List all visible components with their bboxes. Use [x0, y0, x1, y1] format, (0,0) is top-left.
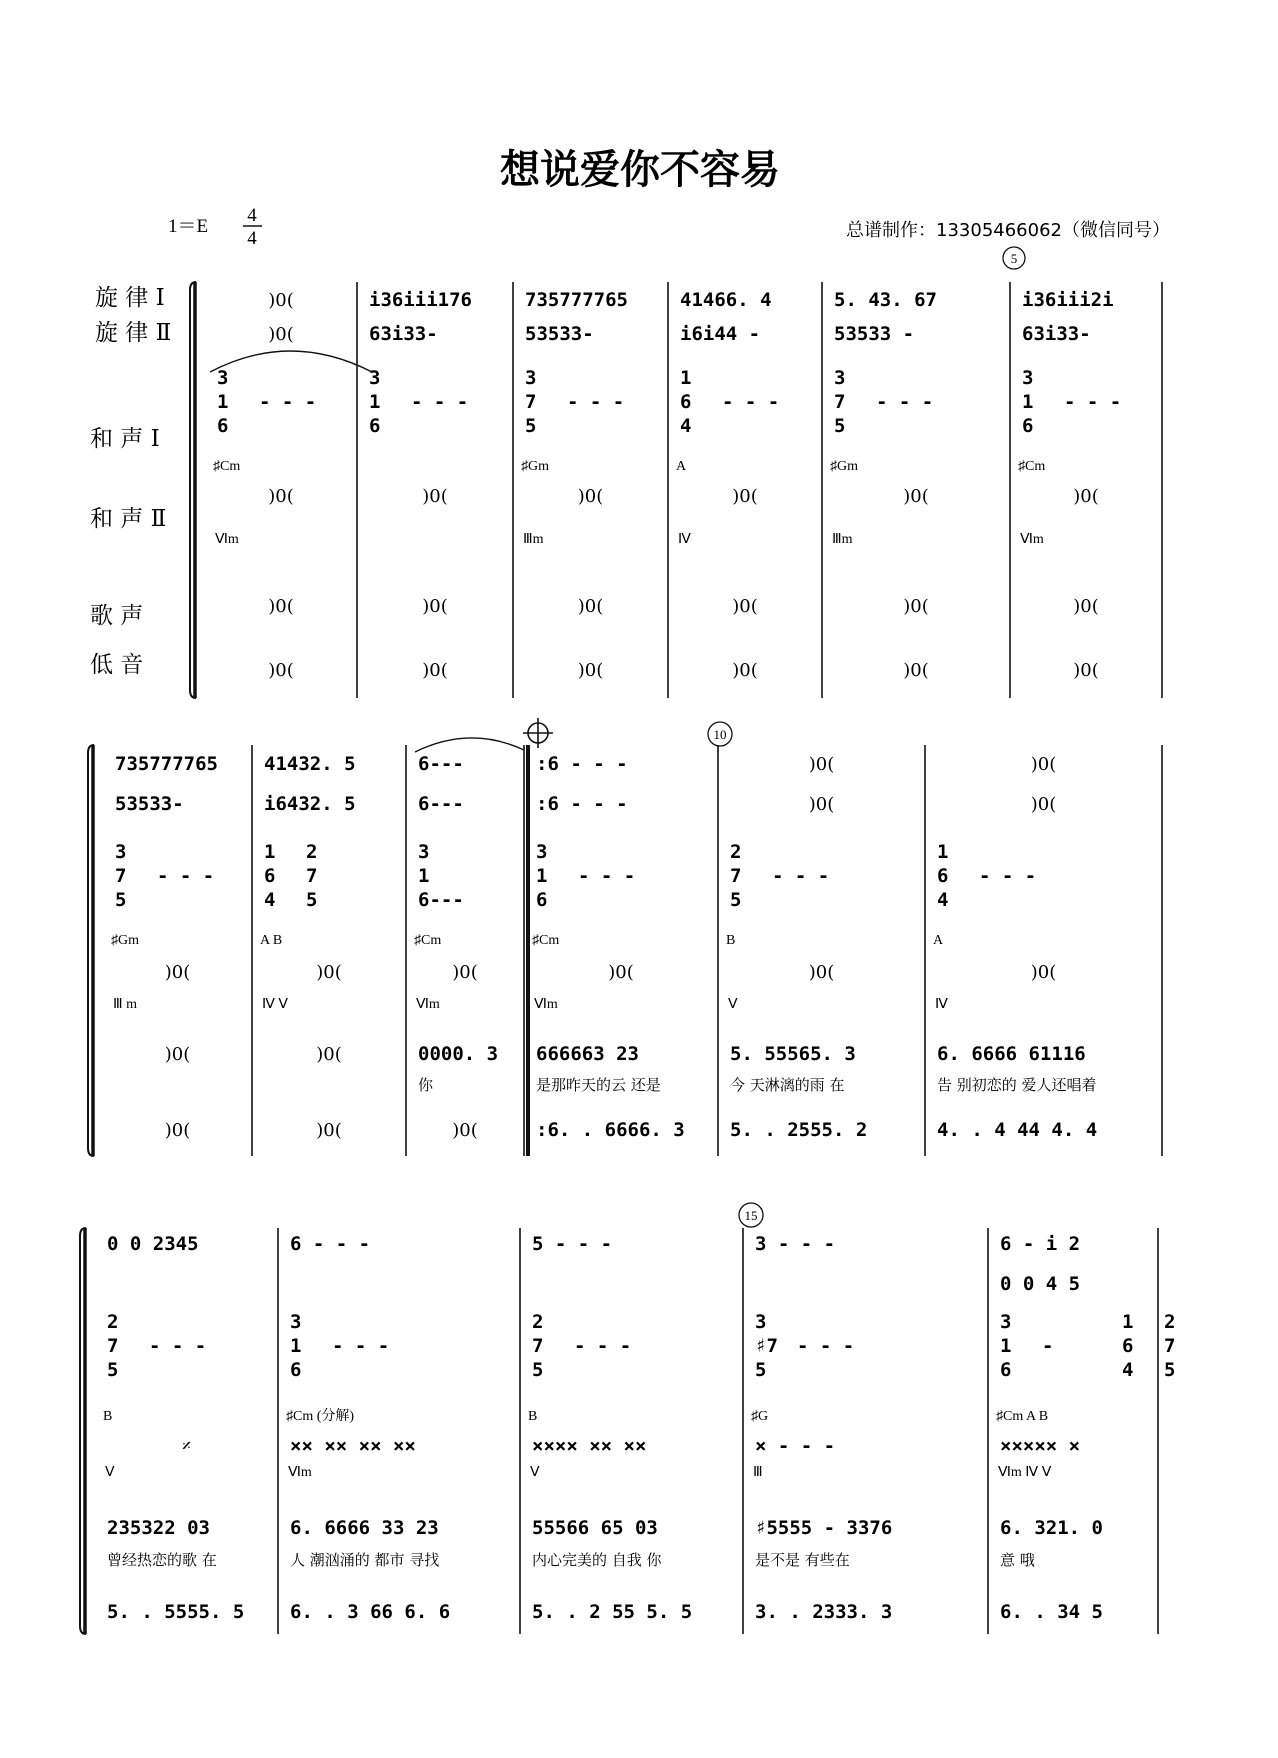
lyrics-line: 告 别初恋的 爱人还唱着 — [937, 1076, 1097, 1094]
rest-symbol: )0( — [316, 1120, 342, 1141]
chord-name: B — [528, 1409, 538, 1424]
key-signature: 1＝E — [168, 216, 209, 237]
chord-note: 2 — [532, 1311, 544, 1333]
rest-symbol: )0( — [268, 596, 294, 617]
chord-note: 3 — [115, 841, 127, 863]
part-label-harmony-1: 和 声 Ⅰ — [90, 426, 160, 452]
chord-note: 5 — [834, 415, 846, 437]
rest-symbol: )0( — [1073, 660, 1099, 681]
score-credit: 总谱制作：13305466062（微信同号） — [846, 220, 1170, 241]
chord-note: 5 — [525, 415, 537, 437]
chord-note: 4 — [264, 889, 276, 911]
sustain-dashes: - - - — [722, 391, 780, 413]
chord-note: 7 — [532, 1335, 544, 1357]
percussion-pattern: ×××× ×× ×× — [532, 1435, 647, 1457]
harmony-1-chord — [264, 841, 275, 911]
sustain-dashes: - - - — [149, 1335, 207, 1357]
chord-note: 6 — [217, 415, 229, 437]
melody-1-notes: 41466. 4 — [680, 289, 772, 311]
harmony-1-chord — [418, 841, 464, 911]
rest-symbol: )0( — [268, 324, 294, 345]
vocal-notes: 6. 6666 61116 — [937, 1043, 1086, 1065]
time-signature-numerator: 4 — [247, 205, 257, 226]
svg-text:15: 15 — [744, 1208, 758, 1223]
lyrics-line: 内心完美的 自我 你 — [532, 1551, 662, 1569]
melody-2-notes: i6i44 - — [680, 323, 761, 345]
rest-symbol: )0( — [268, 486, 294, 507]
sustain-dashes: - - - — [772, 865, 830, 887]
chord-note: 4 — [680, 415, 692, 437]
chord-note: 6 — [1022, 415, 1034, 437]
repeat-measure-sign: 𝄎 — [182, 1436, 191, 1457]
chord-note: 6 — [264, 865, 276, 887]
part-label-bass: 低 音 — [90, 652, 144, 678]
harmony-1-chord — [1122, 1311, 1133, 1381]
rest-symbol: )0( — [1030, 962, 1057, 983]
percussion-pattern: × - - - — [755, 1435, 836, 1457]
rest-symbol: )0( — [422, 486, 448, 507]
chord-note: 6 — [369, 415, 381, 437]
harmony-1-chord — [107, 1311, 118, 1381]
chord-note: 1 — [217, 391, 229, 413]
vocal-notes: 6. 6666 33 23 — [290, 1517, 439, 1539]
chord-note: 2 — [107, 1311, 119, 1333]
rest-symbol: )0( — [808, 962, 835, 983]
melody-1-notes: 6 - i 2 — [1000, 1233, 1081, 1255]
lyrics-line: 你 — [418, 1076, 434, 1094]
chord-roman-numeral: Ⅵm — [215, 532, 239, 547]
harmony-1-chord — [834, 367, 845, 437]
chord-note: 2 — [730, 841, 742, 863]
chord-name: ♯Gm — [111, 933, 139, 948]
chord-note: 1 — [1122, 1311, 1134, 1333]
chord-name: ♯Cm A B — [996, 1409, 1049, 1424]
chord-note: 2 — [306, 841, 318, 863]
melody-1-notes: 0 0 2345 — [107, 1233, 199, 1255]
melody-1-notes: 3 - - - — [755, 1233, 836, 1255]
melody-1-notes: 6--- — [418, 753, 464, 775]
harmony-1-chord — [525, 367, 536, 437]
chord-name: B — [103, 1409, 113, 1424]
harmony-1-chord — [290, 1311, 301, 1381]
chord-roman-numeral: Ⅵm — [288, 1465, 312, 1480]
rest-symbol: )0( — [808, 754, 835, 775]
chord-note: 3 — [755, 1311, 767, 1333]
chord-note: 7 — [730, 865, 742, 887]
vocal-notes: 55566 65 03 — [532, 1517, 658, 1539]
rest-symbol: )0( — [577, 486, 604, 507]
rehearsal-mark-10 — [708, 722, 732, 746]
melody-1-notes: 735777765 — [115, 753, 218, 775]
rest-symbol: )0( — [732, 486, 758, 507]
chord-name: A — [676, 459, 687, 474]
sustain-dashes: - - - — [574, 1335, 632, 1357]
chord-name: A — [933, 933, 944, 948]
melody-1-notes: 5. 43. 67 — [834, 289, 937, 311]
chord-note: 1 — [264, 841, 276, 863]
bass-notes: 5. . 2555. 2 — [730, 1119, 868, 1141]
chord-note: 7 — [107, 1335, 119, 1357]
chord-note: 1 — [1022, 391, 1034, 413]
chord-roman-numeral: Ⅳ — [935, 997, 948, 1012]
lyrics-line: 是不是 有些在 — [755, 1551, 850, 1569]
chord-note: 6 — [1000, 1359, 1012, 1381]
harmony-1-chord — [1000, 1311, 1011, 1381]
bass-notes: 5. . 5555. 5 — [107, 1601, 245, 1623]
harmony-1-chord — [217, 367, 228, 437]
chord-note: 1 — [536, 865, 548, 887]
lyrics-line: 曾经热恋的歌 在 — [107, 1551, 217, 1569]
chord-note: 1 — [369, 391, 381, 413]
vocal-notes: 666663 23 — [536, 1043, 639, 1065]
rehearsal-mark-15 — [739, 1203, 763, 1227]
rest-symbol: )0( — [164, 962, 191, 983]
rest-symbol: )0( — [577, 660, 604, 681]
sustain-dashes: - - - — [797, 1335, 855, 1357]
rest-symbol: )0( — [268, 660, 294, 681]
melody-1-notes: i36iii176 — [369, 289, 472, 311]
rest-symbol: )0( — [452, 962, 478, 983]
chord-name: ♯G — [751, 1409, 769, 1424]
sustain-dashes: - - - — [157, 865, 215, 887]
melody-1-notes: :6 - - - — [536, 753, 628, 775]
rest-symbol: )0( — [1030, 794, 1057, 815]
melody-2-notes: 53533- — [525, 323, 594, 345]
rest-symbol: )0( — [903, 596, 929, 617]
chord-note: 6 — [937, 865, 949, 887]
chord-note: 4 — [1122, 1359, 1134, 1381]
rest-symbol: )0( — [732, 596, 758, 617]
melody-2-notes: 63i33- — [1022, 323, 1091, 345]
lyrics-line: 人 潮汹涌的 都市 寻找 — [290, 1551, 440, 1569]
tie-arc — [415, 738, 524, 752]
vocal-notes: 5. 55565. 3 — [730, 1043, 856, 1065]
chord-note: 4 — [937, 889, 949, 911]
chord-note: 6 — [290, 1359, 302, 1381]
bass-notes: 3. . 2333. 3 — [755, 1601, 893, 1623]
harmony-1-chord — [937, 841, 948, 911]
chord-roman-numeral: Ⅴ — [728, 997, 738, 1012]
chord-note: 3 — [834, 367, 846, 389]
melody-2-notes: :6 - - - — [536, 793, 628, 815]
vocal-notes: 6. 321. 0 — [1000, 1517, 1103, 1539]
page-title: 想说爱你不容易 — [500, 147, 780, 193]
harmony-1-chord — [730, 841, 741, 911]
chord-roman-numeral: Ⅳ — [678, 532, 691, 547]
chord-note: 6--- — [418, 889, 464, 911]
chord-roman-numeral: Ⅴ — [105, 1465, 115, 1480]
chord-note: 5 — [306, 889, 318, 911]
rest-symbol: )0( — [1073, 596, 1099, 617]
svg-text:5: 5 — [1010, 251, 1018, 266]
chord-name: ♯Cm (分解) — [286, 1409, 355, 1424]
chord-name: ♯Gm — [830, 459, 858, 474]
lyrics-line: 今 天淋漓的雨 在 — [730, 1076, 845, 1094]
chord-name: B — [726, 933, 736, 948]
rest-symbol: )0( — [164, 1044, 191, 1065]
sustain-dashes: - - - — [567, 391, 625, 413]
rest-symbol: )0( — [608, 962, 634, 983]
percussion-pattern: ××××× × — [1000, 1435, 1081, 1457]
chord-note: 3 — [1022, 367, 1034, 389]
rest-symbol: )0( — [422, 596, 448, 617]
sustain-dashes: - - - — [411, 391, 469, 413]
melody-2-notes: 0 0 4 5 — [1000, 1273, 1081, 1295]
rest-symbol: )0( — [732, 660, 758, 681]
chord-note: 7 — [834, 391, 846, 413]
coda-sign-icon — [523, 718, 553, 748]
sustain-dashes: - - - — [259, 391, 317, 413]
chord-name: A B — [260, 933, 283, 948]
harmony-1-chord — [115, 841, 126, 911]
rest-symbol: )0( — [808, 794, 835, 815]
harmony-1-chord — [306, 841, 317, 911]
chord-note: 1 — [937, 841, 949, 863]
melody-1-notes: i36iii2i — [1022, 289, 1114, 311]
bass-notes: 5. . 2 55 5. 5 — [532, 1601, 693, 1623]
melody-2-notes: 53533- — [115, 793, 184, 815]
melody-2-notes: 53533 - — [834, 323, 915, 345]
part-label-harmony-2: 和 声 Ⅱ — [90, 506, 167, 532]
chord-roman-numeral: Ⅲm — [523, 532, 544, 547]
vocal-notes: 0000. 3 — [418, 1043, 499, 1065]
sustain-dashes: - — [1042, 1335, 1054, 1357]
chord-note: 5 — [115, 889, 127, 911]
chord-roman-numeral: Ⅵm Ⅳ Ⅴ — [998, 1465, 1052, 1480]
chord-note: 7 — [525, 391, 537, 413]
rest-symbol: )0( — [903, 660, 929, 681]
chord-note: 5 — [532, 1359, 544, 1381]
chord-roman-numeral: Ⅵm — [416, 997, 440, 1012]
svg-text:10: 10 — [713, 727, 727, 742]
rest-symbol: )0( — [316, 1044, 342, 1065]
bass-notes: :6. . 6666. 3 — [536, 1119, 685, 1141]
chord-note: 6 — [680, 391, 692, 413]
chord-note: 3 — [290, 1311, 302, 1333]
rest-symbol: )0( — [268, 290, 294, 311]
chord-note: 5 — [107, 1359, 119, 1381]
chord-name: ♯Cm — [213, 459, 241, 474]
rest-symbol: )0( — [452, 1120, 478, 1141]
percussion-pattern: ×× ×× ×× ×× — [290, 1435, 416, 1457]
rest-symbol: )0( — [316, 962, 342, 983]
chord-roman-numeral: Ⅲ m — [113, 997, 138, 1012]
melody-1-notes: 5 - - - — [532, 1233, 613, 1255]
harmony-1-chord — [532, 1311, 543, 1381]
chord-roman-numeral: Ⅳ Ⅴ — [262, 997, 288, 1012]
vocal-notes: ♯5555 - 3376 — [755, 1517, 893, 1539]
melody-1-notes: 41432. 5 — [264, 753, 356, 775]
chord-note: 3 — [418, 841, 430, 863]
harmony-1-chord — [1164, 1311, 1175, 1381]
tie-arc — [210, 351, 372, 372]
part-label-melody-2: 旋 律 Ⅱ — [95, 320, 172, 346]
chord-name: ♯Cm — [1018, 459, 1046, 474]
melody-1-notes: 6 - - - — [290, 1233, 371, 1255]
harmony-1-chord — [680, 367, 691, 437]
bass-notes: 4. . 4 44 4. 4 — [937, 1119, 1098, 1141]
chord-note: 3 — [217, 367, 229, 389]
chord-note: 3 — [536, 841, 548, 863]
chord-roman-numeral: Ⅵm — [1020, 532, 1044, 547]
chord-note: 3 — [369, 367, 381, 389]
lyrics-line: 是那昨天的云 还是 — [536, 1076, 661, 1094]
chord-note: 7 — [115, 865, 127, 887]
chord-note: 5 — [730, 889, 742, 911]
rest-symbol: )0( — [903, 486, 929, 507]
sustain-dashes: - - - — [332, 1335, 390, 1357]
harmony-1-chord — [536, 841, 547, 911]
sustain-dashes: - - - — [876, 391, 934, 413]
chord-note: 1 — [418, 865, 430, 887]
harmony-1-chord — [369, 367, 380, 437]
chord-note: 1 — [1000, 1335, 1012, 1357]
chord-note: 6 — [536, 889, 548, 911]
chord-roman-numeral: Ⅵm — [534, 997, 558, 1012]
bass-notes: 6. . 34 5 — [1000, 1601, 1103, 1623]
chord-note: 3 — [1000, 1311, 1012, 1333]
melody-1-notes: 735777765 — [525, 289, 628, 311]
lyrics-line: 意 哦 — [1000, 1551, 1035, 1569]
chord-roman-numeral: Ⅲm — [832, 532, 853, 547]
sustain-dashes: - - - — [1064, 391, 1122, 413]
rest-symbol: )0( — [1073, 486, 1099, 507]
chord-name: ♯Cm — [532, 933, 560, 948]
chord-note: 7 — [1164, 1335, 1176, 1357]
chord-roman-numeral: Ⅲ — [753, 1465, 763, 1480]
chord-name: ♯Gm — [521, 459, 549, 474]
vocal-notes: 235322 03 — [107, 1517, 210, 1539]
part-label-melody-1: 旋 律 Ⅰ — [95, 285, 165, 311]
chord-note: ♯7 — [755, 1335, 778, 1357]
harmony-1-chord — [755, 1311, 778, 1381]
chord-note: 5 — [755, 1359, 767, 1381]
time-signature-denominator: 4 — [247, 228, 257, 249]
rest-symbol: )0( — [422, 660, 448, 681]
chord-note: 7 — [306, 865, 318, 887]
chord-note: 6 — [1122, 1335, 1134, 1357]
chord-note: 3 — [525, 367, 537, 389]
melody-2-notes: 63i33- — [369, 323, 438, 345]
chord-note: 1 — [680, 367, 692, 389]
sustain-dashes: - - - — [578, 865, 636, 887]
chord-note: 5 — [1164, 1359, 1176, 1381]
melody-2-notes: i6432. 5 — [264, 793, 356, 815]
chord-note: 1 — [290, 1335, 302, 1357]
harmony-1-chord — [1022, 367, 1033, 437]
melody-2-notes: 6--- — [418, 793, 464, 815]
rest-symbol: )0( — [577, 596, 604, 617]
rest-symbol: )0( — [164, 1120, 191, 1141]
rehearsal-mark-5 — [1003, 247, 1025, 269]
sustain-dashes: - - - — [979, 865, 1037, 887]
rest-symbol: )0( — [1030, 754, 1057, 775]
bass-notes: 6. . 3 66 6. 6 — [290, 1601, 451, 1623]
chord-name: ♯Cm — [414, 933, 442, 948]
chord-note: 2 — [1164, 1311, 1176, 1333]
part-label-vocal: 歌 声 — [90, 603, 144, 629]
chord-roman-numeral: Ⅴ — [530, 1465, 540, 1480]
